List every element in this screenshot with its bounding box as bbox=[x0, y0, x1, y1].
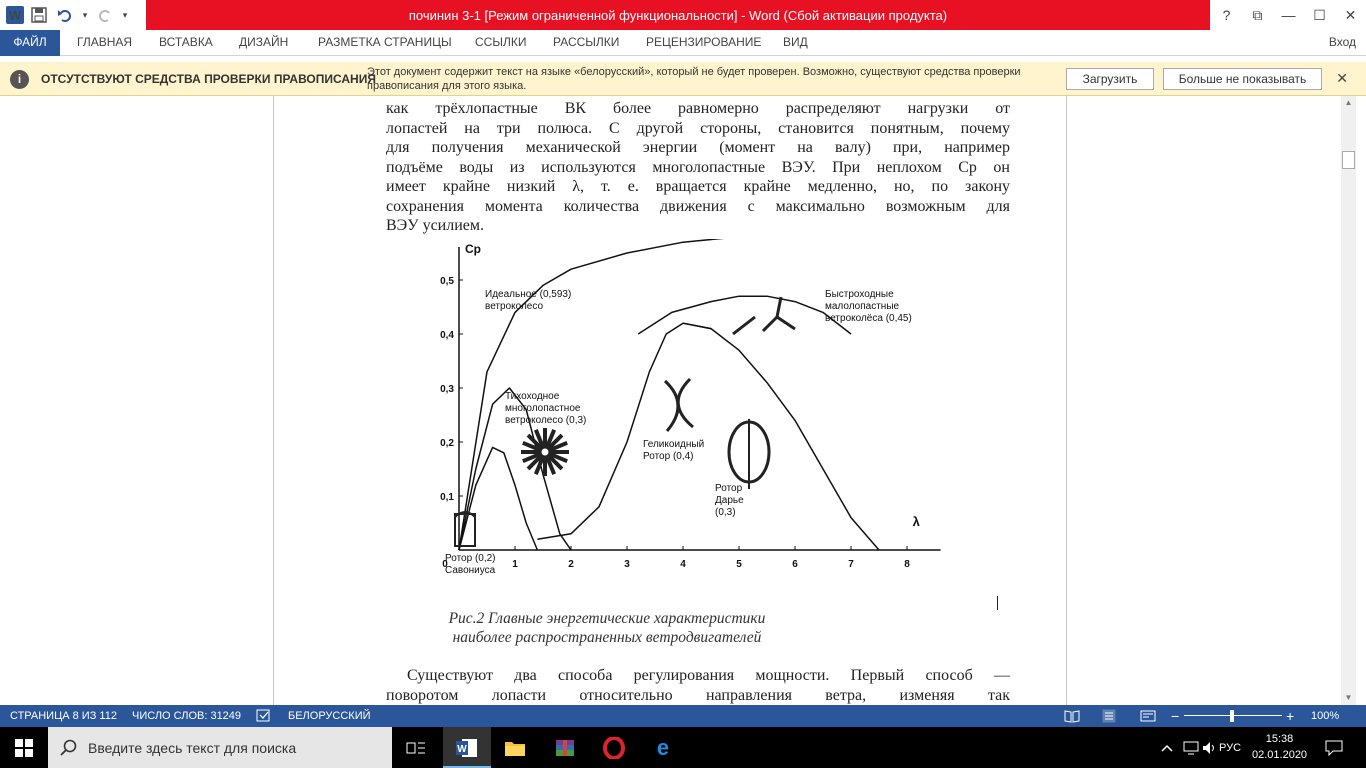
document-page[interactable] bbox=[275, 96, 1066, 705]
right-margin-pane bbox=[1066, 96, 1341, 705]
annotation-label: Тихоходное bbox=[505, 391, 560, 402]
file-explorer-icon[interactable] bbox=[491, 727, 539, 768]
scroll-down-icon[interactable]: ▼ bbox=[1344, 693, 1353, 702]
three-blade-rotor-blade bbox=[777, 297, 781, 317]
message-title: ОТСУТСТВУЮТ СРЕДСТВА ПРОВЕРКИ ПРАВОПИСАНИЯ bbox=[41, 72, 376, 86]
tab-review[interactable]: РЕЦЕНЗИРОВАНИЕ bbox=[646, 35, 762, 49]
three-blade-rotor-blade bbox=[763, 317, 777, 331]
chart-figure bbox=[415, 239, 955, 609]
taskbar-search[interactable] bbox=[48, 727, 392, 768]
paragraph-line: поворотом лопасти относительно направления ветра, изменяя так bbox=[386, 686, 1010, 704]
y-tick-label: 0,1 bbox=[440, 492, 454, 503]
ribbon-tabs bbox=[0, 30, 1366, 56]
paragraph-line: Существуют два способа регулирования мощности. Первый способ — bbox=[407, 667, 1010, 684]
word-count[interactable]: ЧИСЛО СЛОВ: 31249 bbox=[132, 710, 242, 722]
taskbar bbox=[0, 727, 1366, 768]
annotation-label: ветроколёса (0,45) bbox=[825, 313, 912, 324]
document-area bbox=[0, 96, 1341, 705]
annotation-label: Ротор bbox=[715, 483, 743, 494]
series-line bbox=[683, 323, 879, 550]
tab-file[interactable]: ФАЙЛ bbox=[0, 30, 60, 56]
paragraph-line: ВЭУ усилием. bbox=[386, 217, 484, 234]
annotation-label: (0,3) bbox=[715, 507, 736, 518]
x-tick-label: 4 bbox=[680, 559, 686, 570]
maximize-button[interactable]: ☐ bbox=[1313, 6, 1326, 23]
paragraph-line: сохранения момента количества движения с максимально возможным для bbox=[386, 197, 1010, 215]
search-placeholder: Введите здесь текст для поиска bbox=[88, 740, 297, 756]
window-controls bbox=[1211, 0, 1366, 30]
annotation-label: Идеальное (0,593) bbox=[485, 289, 572, 300]
tab-insert[interactable]: ВСТАВКА bbox=[159, 35, 213, 49]
annotation-label: малолопастные bbox=[825, 301, 900, 312]
vertical-scrollbar[interactable] bbox=[1341, 96, 1356, 705]
annotation-label: Ротор (0,4) bbox=[643, 451, 694, 462]
notifications-icon[interactable] bbox=[1314, 727, 1354, 768]
dont-show-again-button[interactable]: Больше не показывать bbox=[1163, 68, 1322, 90]
help-button[interactable]: ? bbox=[1222, 7, 1231, 23]
minimize-button[interactable]: — bbox=[1281, 7, 1296, 23]
ribbon-display-button[interactable]: ⧉ bbox=[1252, 6, 1263, 23]
paragraph-line: имеет крайне низкий λ, т. е. вращается крайне медленно, но, по закону bbox=[386, 178, 1010, 195]
annotation-label: Быстроходные bbox=[825, 289, 894, 300]
multiblade-rotor-hub bbox=[541, 448, 549, 456]
x-axis-label: λ bbox=[912, 514, 920, 529]
status-bar bbox=[0, 705, 1366, 727]
annotation-label: Ротор (0,2) bbox=[445, 553, 496, 564]
opera-icon[interactable] bbox=[590, 727, 638, 768]
tab-mailings[interactable]: РАССЫЛКИ bbox=[553, 35, 620, 49]
paragraph-line: для получения механической энергии (момент на валу) при, например bbox=[386, 139, 1010, 156]
svg-text:e: e bbox=[656, 736, 670, 759]
annotation-label: многолопастное bbox=[505, 403, 581, 414]
x-tick-label: 6 bbox=[792, 559, 798, 570]
svg-text:W: W bbox=[457, 743, 467, 755]
tab-references[interactable]: ССЫЛКИ bbox=[475, 35, 527, 49]
zoom-out-button[interactable]: − bbox=[1171, 708, 1180, 724]
figure-caption: Рис.2 Главные энергетические характеристики наиболее распространенных ветродвигателей bbox=[448, 610, 766, 646]
undo-icon[interactable] bbox=[54, 4, 76, 26]
x-tick-label: 8 bbox=[904, 559, 910, 570]
scroll-thumb[interactable] bbox=[1342, 151, 1355, 169]
y-tick-label: 0,4 bbox=[440, 330, 454, 341]
input-language[interactable]: РУС bbox=[1218, 741, 1242, 754]
y-tick-label: 0,2 bbox=[440, 438, 454, 449]
redo-icon[interactable] bbox=[94, 4, 116, 26]
clock-date: 02.01.2020 bbox=[1252, 749, 1308, 761]
word-app-icon[interactable]: W bbox=[6, 6, 24, 24]
sign-in-link[interactable]: Вход bbox=[1328, 35, 1356, 49]
window-title: починин 3-1 [Режим ограниченной функциональности] - Word (Сбой активации продукта) bbox=[146, 0, 1210, 30]
paragraph-line: как трёхлопастные ВК более равномерно распределяют нагрузки от bbox=[386, 100, 1010, 117]
clock[interactable] bbox=[1252, 731, 1307, 763]
message-text: Этот документ содержит текст на языке «белорусский», который не будет проверен. Возможно, существуют средства проверки правописания для этого языка. bbox=[367, 66, 1021, 92]
annotation-label: ветроколесо (0,3) bbox=[505, 415, 587, 426]
tab-page-layout[interactable]: РАЗМЕТКА СТРАНИЦЫ bbox=[318, 35, 452, 49]
annotation-label: ветроколесо bbox=[485, 301, 544, 312]
left-margin-pane bbox=[0, 96, 274, 705]
annotation-label: Дарье bbox=[715, 495, 744, 506]
annotation-label: Савониуса bbox=[445, 565, 496, 576]
paragraph-line: лопастей на три полюса. С другой стороны, становится понятным, почему bbox=[386, 119, 1010, 137]
x-tick-label: 0 bbox=[442, 559, 448, 570]
page-count[interactable]: СТРАНИЦА 8 ИЗ 112 bbox=[10, 710, 117, 722]
x-tick-label: 2 bbox=[568, 559, 574, 570]
x-tick-label: 3 bbox=[624, 559, 630, 570]
zoom-slider-thumb[interactable] bbox=[1230, 710, 1234, 722]
download-button[interactable]: Загрузить bbox=[1066, 68, 1154, 90]
title-bar bbox=[0, 0, 1366, 30]
windows-start-icon[interactable] bbox=[0, 727, 48, 768]
x-tick-label: 7 bbox=[848, 559, 854, 570]
zoom-in-button[interactable]: + bbox=[1286, 708, 1295, 724]
search-icon bbox=[60, 739, 78, 757]
y-tick-label: 0,5 bbox=[440, 276, 454, 287]
scroll-up-icon[interactable]: ▲ bbox=[1344, 98, 1353, 107]
tab-view[interactable]: ВИД bbox=[783, 35, 808, 49]
y-tick-label: 0,3 bbox=[440, 384, 454, 395]
save-icon[interactable] bbox=[28, 4, 50, 26]
show-hidden-icons[interactable] bbox=[1152, 727, 1182, 768]
undo-dropdown-icon[interactable]: ▾ bbox=[82, 9, 88, 20]
three-blade-rotor-blade bbox=[777, 317, 795, 329]
edge-icon[interactable] bbox=[639, 727, 687, 768]
y-axis-label: Cp bbox=[465, 242, 481, 256]
series-line bbox=[537, 323, 711, 539]
spelling-message-bar bbox=[0, 62, 1366, 96]
customize-qat-icon[interactable]: ▾ bbox=[122, 9, 128, 20]
helical-rotor-sketch bbox=[665, 379, 693, 431]
zoom-level[interactable]: 100% bbox=[1311, 710, 1340, 722]
tab-home[interactable]: ГЛАВНАЯ bbox=[77, 35, 133, 49]
tab-design[interactable]: ДИЗАЙН bbox=[239, 35, 289, 49]
paragraph-line: подъёме воды из используются многолопастные ВЭУ. При неплохом Cp он bbox=[386, 158, 1010, 176]
clock-time: 15:38 bbox=[1265, 733, 1294, 745]
language-indicator[interactable]: БЕЛОРУССКИЙ bbox=[288, 710, 371, 722]
task-view-icon[interactable] bbox=[392, 727, 440, 768]
word-taskbar-icon[interactable] bbox=[443, 727, 491, 768]
series-line bbox=[459, 447, 537, 550]
x-tick-label: 5 bbox=[736, 559, 742, 570]
close-message-icon[interactable]: ✕ bbox=[1336, 70, 1348, 86]
x-tick-label: 1 bbox=[512, 559, 518, 570]
annotation-label: Геликоидный bbox=[643, 439, 705, 450]
quick-access-toolbar bbox=[0, 0, 150, 30]
series-line bbox=[638, 296, 851, 334]
two-blade-rotor-sketch bbox=[733, 317, 755, 334]
text-cursor bbox=[997, 596, 998, 610]
close-button[interactable]: ✕ bbox=[1344, 6, 1357, 23]
winrar-icon[interactable] bbox=[541, 727, 589, 768]
info-icon: i bbox=[10, 70, 29, 89]
